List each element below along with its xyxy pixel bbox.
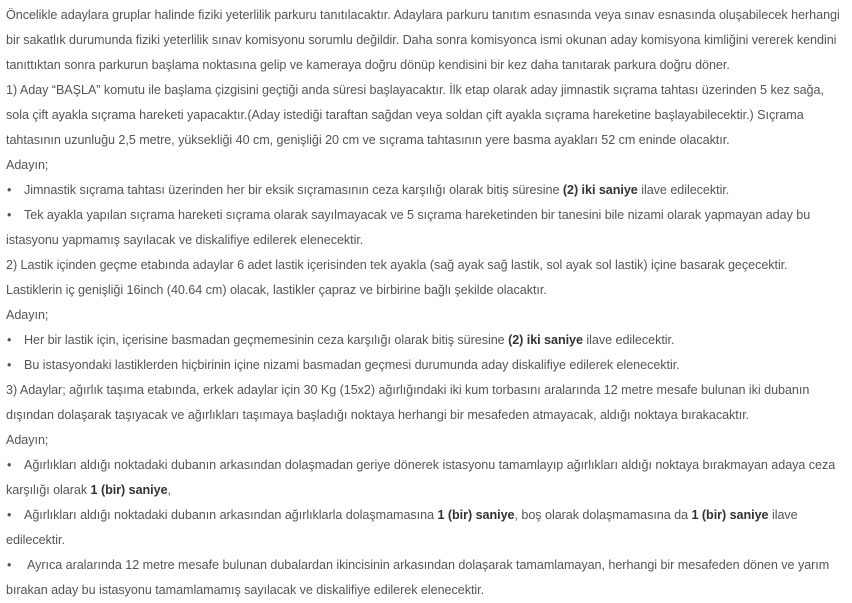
bullet-icon: •	[7, 458, 12, 472]
section-1-paragraph: 1) Aday “BAŞLA” komutu ile başlama çizgisini geçtiği anda süresi başlayacaktır. İlk etap olarak aday jimnastik sıçrama tahtası üzerinden 5 kez sağa, sola çift ayakla sıçrama hareketi yapacaktır.(Aday istediği taraftan sağdan veya soldan çift ayakla sıçrama hareketine başlayabilecektir.) Sıçrama tahtasının uzunluğu 2,5 metre, yüksekliği 40 cm, genişliği 20 cm ve sıçrama tahtasının yere basma ayakları 52 cm eninde olacaktır.	[6, 83, 824, 147]
penalty-emphasis: 1 (bir) saniye	[437, 508, 515, 522]
section-3-adayin: Adayın;	[6, 433, 49, 447]
section-2-paragraph: 2) Lastik içinden geçme etabında adaylar 6 adet lastik içerisinden tek ayakla (sağ ayak sağ lastik, sol ayak sol lastik) içine basarak geçecektir.	[6, 258, 788, 272]
section-1-bullet-2: • Tek ayakla yapılan sıçrama hareketi sıçrama olarak sayılmayacak ve 5 sıçrama hareketinden bir tanesini bile nizami olarak yapmayan aday bu istasyonu yapmamış sayılacak ve diskalifiye edilerek elenecektir.	[6, 203, 848, 253]
section-1-adayin: Adayın;	[6, 158, 49, 172]
section-2-paragraph-continued: Lastiklerin iç genişliği 16inch (40.64 cm) olacak, lastikler çapraz ve birbirine bağlı şekilde olacaktır.	[6, 283, 547, 297]
penalty-emphasis: 1 (bir) saniye	[691, 508, 769, 522]
section-3-bullet-3: • Ayrıca aralarında 12 metre mesafe bulunan dubalardan ikincisinin arkasından dolaşarak tamamlamayan, herhangi bir mesafeden dönen ve yarım bırakan aday bu istasyonu tamamlamamış sayılacak ve diskalifiye edilerek elenecektir.	[6, 553, 848, 603]
section-3-paragraph: 3) Adaylar; ağırlık taşıma etabında, erkek adaylar için 30 Kg (15x2) ağırlığındaki iki kum torbasını aralarında 12 metre mesafe bulunan iki dubanın dışından dolaşarak taşıyacak ve ağırlıkları taşımaya başladığı noktaya herhangi bir mesafeden atmayacak, aldığı noktaya bırakacaktır.	[6, 383, 810, 422]
penalty-emphasis: 1 (bir) saniye	[90, 483, 168, 497]
bullet-icon: •	[7, 558, 12, 572]
section-3-bullet-1: • Ağırlıkları aldığı noktadaki dubanın arkasından dolaşmadan geriye dönerek istasyonu tamamlayıp ağırlıkları aldığı noktaya bırakmayan adaya ceza karşılığı olarak 1 (bir) saniye,	[6, 453, 848, 503]
bullet-icon: •	[7, 183, 12, 197]
section-2-bullet-2: • Bu istasyondaki lastiklerden hiçbirinin içine nizami basmadan geçmesi durumunda aday diskalifiye edilerek elenecektir.	[6, 353, 848, 378]
intro-paragraph: Öncelikle adaylara gruplar halinde fiziki yeterlilik parkuru tanıtılacaktır. Adaylara parkuru tanıtım esnasında veya sınav esnasında oluşabilecek herhangi bir sakatlık durumunda fiziki yeterlilik sınav komisyonu sorumlu değildir. Daha sonra komisyonca ismi okunan aday komisyona kimliğini vererek kendini tanıttıktan sonra parkurun başlama noktasına gelip ve kameraya doğru dönüp kendisini bir kez daha tanıtarak parkura doğru döner.	[6, 8, 840, 72]
bullet-icon: •	[7, 208, 12, 222]
section-3-bullet-2: • Ağırlıkları aldığı noktadaki dubanın arkasından ağırlıklarla dolaşmamasına 1 (bir) saniye, boş olarak dolaşmamasına da 1 (bir) saniye ilave edilecektir.	[6, 503, 848, 553]
section-1-bullet-1: • Jimnastik sıçrama tahtası üzerinden her bir eksik sıçramasının ceza karşılığı olarak bitiş süresine (2) iki saniye ilave edilecektir.	[6, 178, 848, 203]
bullet-icon: •	[7, 333, 12, 347]
bullet-icon: •	[7, 508, 12, 522]
document-body	[6, 3, 848, 603]
penalty-emphasis: (2) iki saniye	[508, 333, 583, 347]
penalty-emphasis: (2) iki saniye	[562, 183, 638, 197]
section-2-adayin: Adayın;	[6, 308, 49, 322]
section-2-bullet-1: • Her bir lastik için, içerisine basmadan geçmemesinin ceza karşılığı olarak bitiş süresine (2) iki saniye ilave edilecektir.	[6, 328, 848, 353]
bullet-icon: •	[7, 358, 12, 372]
